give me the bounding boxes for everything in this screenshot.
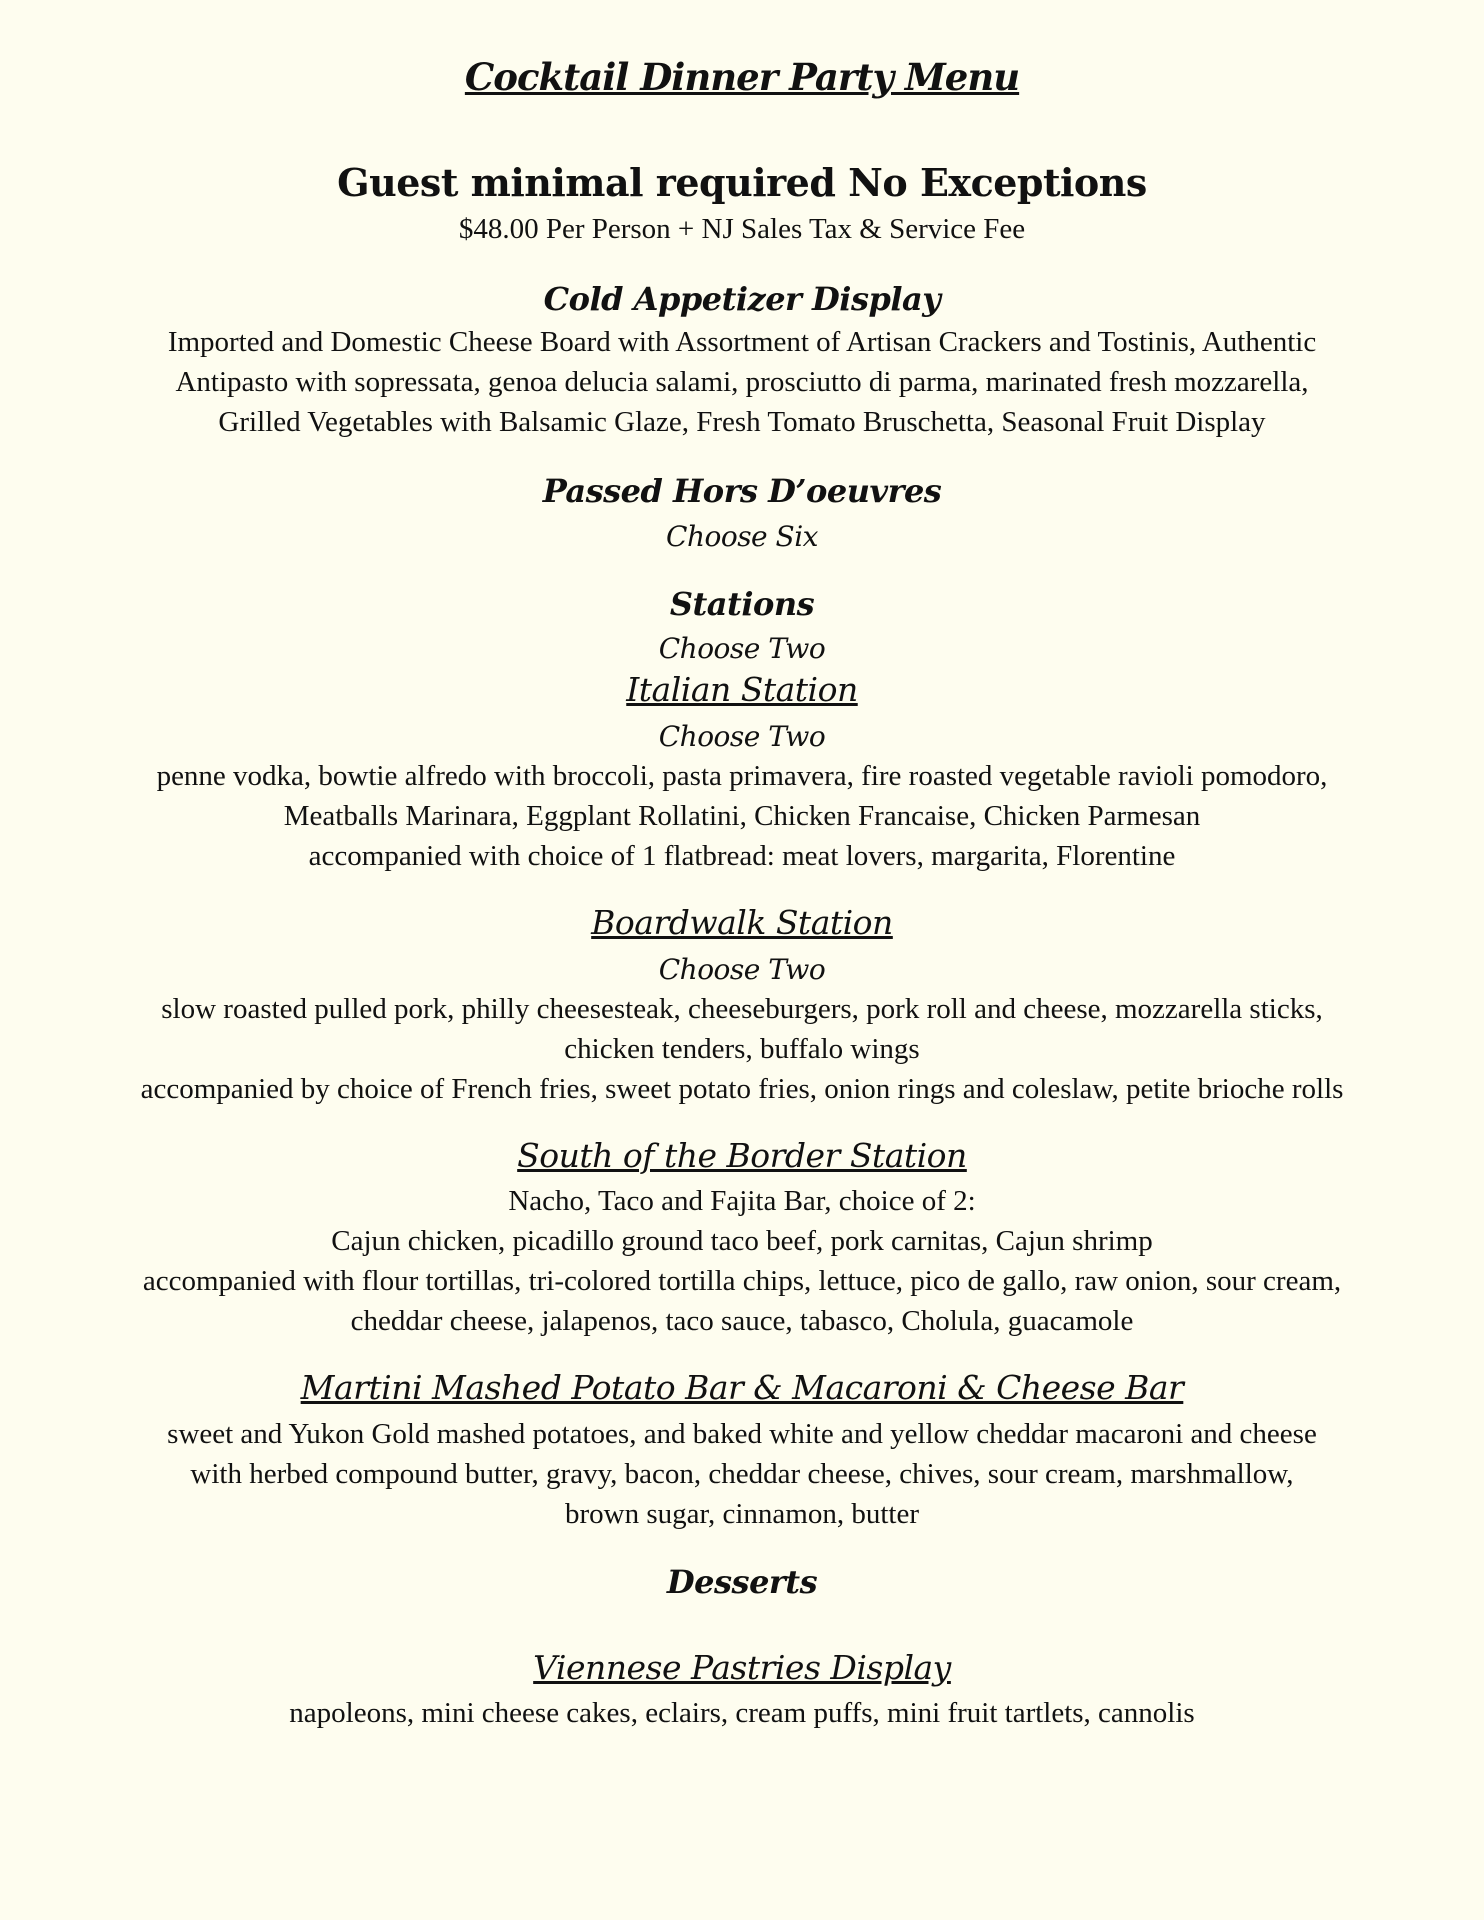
south-border-line: Nacho, Taco and Fajita Bar, choice of 2: <box>508 1185 976 1217</box>
cold-appetizer-line: Imported and Domestic Cheese Board with Assortment of Artisan Crackers and Tostinis, Authentic <box>167 326 1317 358</box>
price-line: $48.00 Per Person + NJ Sales Tax & Service Fee <box>458 213 1026 245</box>
south-border-line: Cajun chicken, picadillo ground taco beef, pork carnitas, Cajun shrimp <box>331 1225 1153 1257</box>
italian-station-heading: Italian Station <box>626 670 858 709</box>
boardwalk-station-heading: Boardwalk Station <box>591 903 893 942</box>
cold-appetizer-heading: Cold Appetizer Display <box>543 280 941 318</box>
boardwalk-choose: Choose Two <box>658 953 826 986</box>
italian-line: penne vodka, bowtie alfredo with broccoli, pasta primavera, fire roasted vegetable ravioli pomodoro, <box>156 760 1328 792</box>
martini-bar-line: brown sugar, cinnamon, butter <box>564 1498 919 1530</box>
south-border-station-heading: South of the Border Station <box>517 1136 967 1175</box>
passed-heading: Passed Hors D’oeuvres <box>542 472 942 510</box>
south-border-line: accompanied with flour tortillas, tri-colored tortilla chips, lettuce, pico de gallo, raw onion, sour cream, <box>142 1265 1342 1297</box>
cold-appetizer-line: Grilled Vegetables with Balsamic Glaze, Fresh Tomato Bruschetta, Seasonal Fruit Display <box>218 406 1266 438</box>
passed-choose: Choose Six <box>666 520 818 553</box>
boardwalk-line: accompanied by choice of French fries, sweet potato fries, onion rings and coleslaw, petite brioche rolls <box>140 1073 1344 1105</box>
italian-line: accompanied with choice of 1 flatbread: meat lovers, margarita, Florentine <box>308 840 1176 872</box>
cold-appetizer-line: Antipasto with sopressata, genoa delucia salami, prosciutto di parma, marinated fresh mozzarella, <box>175 366 1309 398</box>
italian-line: Meatballs Marinara, Eggplant Rollatini, Chicken Francaise, Chicken Parmesan <box>283 800 1201 832</box>
south-border-line: cheddar cheese, jalapenos, taco sauce, tabasco, Cholula, guacamole <box>350 1305 1134 1337</box>
desserts-heading: Desserts <box>666 1563 818 1601</box>
martini-bar-line: sweet and Yukon Gold mashed potatoes, and baked white and yellow cheddar macaroni and cheese <box>167 1418 1317 1450</box>
viennese-display-heading: Viennese Pastries Display <box>533 1648 951 1687</box>
italian-choose: Choose Two <box>658 720 826 753</box>
viennese-line: napoleons, mini cheese cakes, eclairs, cream puffs, mini fruit tartlets, cannolis <box>289 1697 1195 1729</box>
guest-notice: Guest minimal required No Exceptions <box>337 160 1147 205</box>
stations-heading: Stations <box>669 585 815 623</box>
martini-bar-heading: Martini Mashed Potato Bar & Macaroni & Cheese Bar <box>300 1368 1184 1407</box>
stations-choose: Choose Two <box>658 632 826 665</box>
martini-bar-line: with herbed compound butter, gravy, bacon, cheddar cheese, chives, sour cream, marshmallow, <box>190 1458 1294 1490</box>
boardwalk-line: chicken tenders, buffalo wings <box>564 1033 920 1065</box>
boardwalk-line: slow roasted pulled pork, philly cheesesteak, cheeseburgers, pork roll and cheese, mozzarella sticks, <box>161 993 1323 1025</box>
menu-title: Cocktail Dinner Party Menu <box>464 55 1020 99</box>
